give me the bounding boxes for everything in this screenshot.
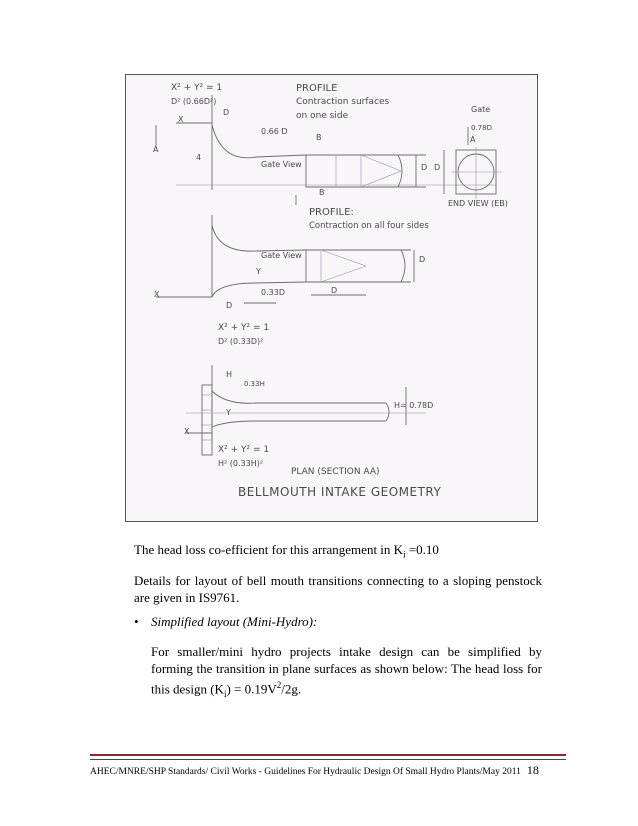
p1-prefix: The head loss co-efficient for this arrangement in K xyxy=(134,542,404,557)
equation-3a: X² + Y² = 1 xyxy=(218,445,270,455)
label-d-end: D xyxy=(434,163,441,172)
dim-h-078d-label: H= 0.78D xyxy=(394,401,434,410)
p3-end: /2g. xyxy=(281,681,302,697)
break-2 xyxy=(401,250,405,282)
bell-curve-2a xyxy=(212,225,306,251)
profile-1-label: PROFILE xyxy=(296,83,338,94)
plan-label: PLAN (SECTION AA) xyxy=(291,467,380,477)
plan-hatch xyxy=(202,385,212,455)
plan-curve-top xyxy=(212,391,386,403)
equation-2b: D² (0.33D)² xyxy=(218,337,264,346)
hatch-1c xyxy=(361,155,401,171)
hatch-1d xyxy=(361,171,401,187)
label-d-2: D xyxy=(421,163,428,172)
bell-curve-1 xyxy=(212,125,306,158)
label-b-1: B xyxy=(316,133,322,142)
profile-1-note-2: on one side xyxy=(296,111,349,121)
details-paragraph: Details for layout of bell mouth transitions connecting to a sloping penstock are given in IS9761. xyxy=(134,573,542,605)
page-number: 18 xyxy=(526,763,539,777)
footer-rule-thin xyxy=(90,759,566,760)
plan-curve-bottom xyxy=(212,421,386,427)
simplified-paragraph xyxy=(151,643,542,703)
dim-033d-label: 0.33D xyxy=(261,288,285,297)
equation-1b: D² (0.66D²) xyxy=(171,97,217,106)
footer-rule-thick xyxy=(90,754,566,756)
page-footer xyxy=(90,763,566,778)
label-y-3: Y xyxy=(226,408,231,417)
label-x-1: X xyxy=(178,115,184,124)
p3-mid: ) = 0.19V xyxy=(226,681,277,697)
profile-2-note: Contraction on all four sides xyxy=(309,221,429,231)
break-1 xyxy=(398,155,402,187)
equation-1a: X² + Y² = 1 xyxy=(171,83,223,93)
break-3 xyxy=(386,403,389,421)
dim-066d-label: 0.66 D xyxy=(261,127,288,136)
end-view-label: END VIEW (EB) xyxy=(448,199,508,208)
label-d-3: D xyxy=(226,301,233,310)
bellmouth-sketch xyxy=(126,75,539,523)
bullet-icon: • xyxy=(134,614,139,629)
p3-main: For smaller/mini hydro projects intake design can be simplified by forming the transition in plane surfaces as shown below: The head loss for this design (K xyxy=(151,644,542,697)
label-d-1: D xyxy=(223,108,230,117)
profile-1-note-1: Contraction surfaces xyxy=(296,97,390,107)
p3-sup: 2 xyxy=(276,680,282,690)
hatch-2c xyxy=(321,266,366,282)
label-x-3: X xyxy=(184,427,190,436)
label-y-2: Y xyxy=(256,267,261,276)
figure-title: BELLMOUTH INTAKE GEOMETRY xyxy=(238,485,442,499)
gate-view-2-label: Gate View xyxy=(261,251,302,260)
dim-033h-label: 0.33H xyxy=(244,380,265,388)
footer-text: AHEC/MNRE/SHP Standards/ Civil Works - Guidelines For Hydraulic Design Of Small Hydro Plants/May 2011 xyxy=(90,767,521,777)
gate-label: Gate xyxy=(471,105,491,114)
bell-curve-2b xyxy=(212,282,306,297)
head-loss-paragraph xyxy=(134,541,439,564)
bullet-heading: Simplified layout (Mini-Hydro): xyxy=(151,614,318,629)
dim-078d-end-label: 0.78D xyxy=(471,124,492,132)
p1-sub: i xyxy=(403,549,406,560)
bellmouth-figure xyxy=(125,74,538,522)
label-h: H xyxy=(226,370,233,379)
label-b-2: B xyxy=(319,188,325,197)
label-d-4: D xyxy=(331,286,338,295)
profile-2-label: PROFILE: xyxy=(309,207,354,218)
equation-2a: X² + Y² = 1 xyxy=(218,323,270,333)
p1-suffix: =0.10 xyxy=(405,542,439,557)
gate-view-1-label: Gate View xyxy=(261,160,302,169)
label-a-1: A xyxy=(153,145,159,154)
label-x-2: X xyxy=(154,290,160,299)
hatch-2b xyxy=(321,250,366,266)
label-a-2: A xyxy=(470,135,476,144)
p3-sub: i xyxy=(223,688,227,699)
label-d-5: D xyxy=(419,255,426,264)
label-4: 4 xyxy=(196,153,202,162)
equation-3b: H² (0.33H)² xyxy=(218,459,264,468)
